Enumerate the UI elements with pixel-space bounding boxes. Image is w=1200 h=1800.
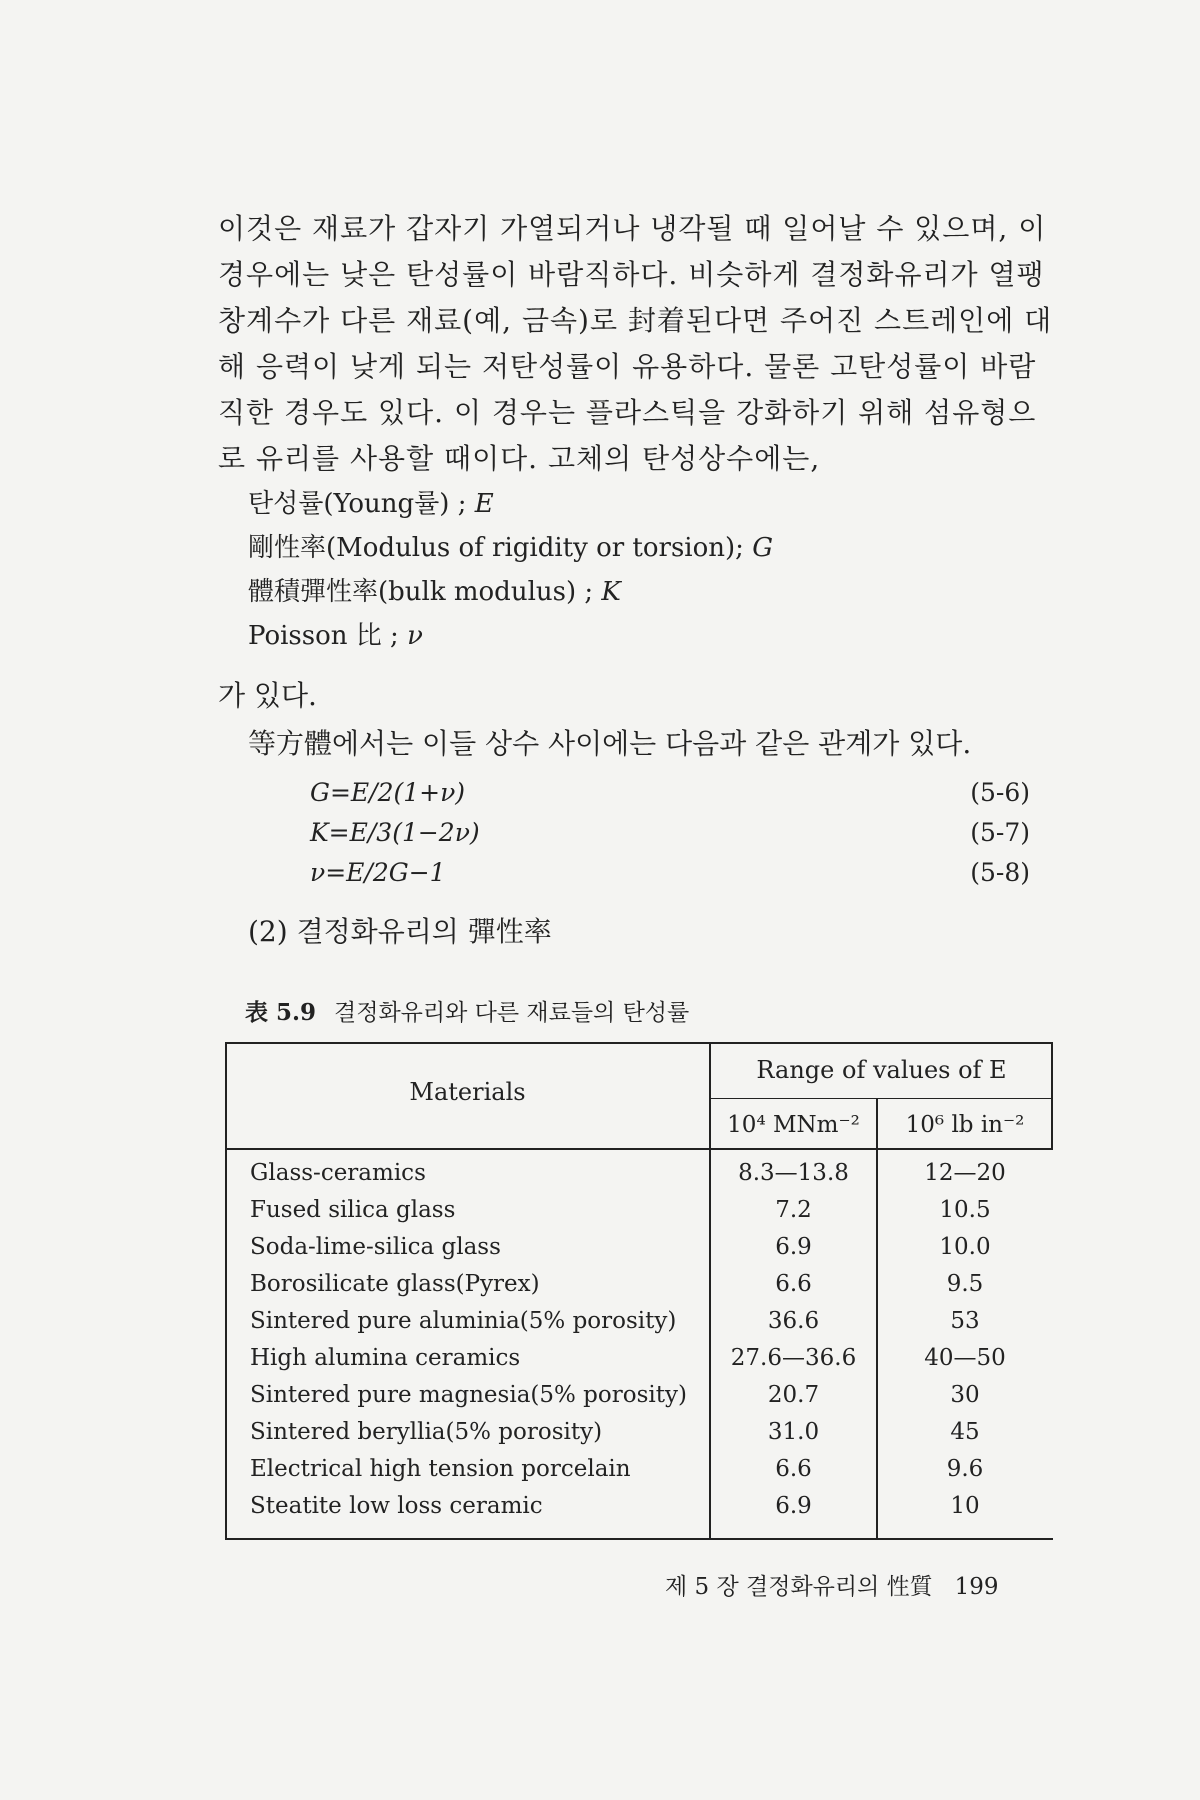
table-row: Steatite low loss ceramic 6.9 10 — [250, 1493, 980, 1519]
constant-item: Poisson 比 ; ν — [248, 621, 423, 651]
table-row: High alumina ceramics 27.6—36.6 40—50 — [250, 1345, 1006, 1371]
chapter-title: 제 5 장 결정화유리의 性質 — [665, 1574, 933, 1600]
page-footer — [665, 1568, 999, 1601]
table-header-rule — [225, 1148, 1053, 1150]
table-top-rule — [225, 1042, 1053, 1044]
constant-item: 剛性率(Modulus of rigidity or torsion); G — [248, 533, 773, 563]
paragraph-line: 해 응력이 낮게 되는 저탄성률이 유용하다. 물론 고탄성률이 바람 — [218, 350, 1037, 383]
table-row: Sintered beryllia(5% porosity) 31.0 45 — [250, 1419, 980, 1445]
section-subheading: (2) 결정화유리의 彈性率 — [248, 915, 552, 948]
page-number: 199 — [954, 1574, 999, 1600]
range-header-rule — [710, 1098, 1053, 1099]
table-row: Borosilicate glass(Pyrex) 6.6 9.5 — [250, 1271, 984, 1297]
equation: ν=E/2G−1 (5-8) — [310, 858, 1030, 887]
header-range: Range of values of E — [756, 1056, 1007, 1084]
equation-number: (5-7) — [970, 818, 1030, 847]
equation-number: (5-6) — [970, 778, 1030, 807]
constant-item: 體積彈性率(bulk modulus) ; K — [248, 577, 621, 607]
relation-intro: 等方體에서는 이들 상수 사이에는 다음과 같은 관계가 있다. — [248, 727, 972, 760]
table-caption: 表 5.9 결정화유리와 다른 재료들의 탄성률 — [245, 999, 690, 1026]
header-unit-imperial: 10⁶ lb in⁻² — [905, 1112, 1025, 1138]
table-bottom-rule — [225, 1538, 1053, 1540]
table-row: Sintered pure magnesia(5% porosity) 20.7 30 — [250, 1382, 980, 1408]
paragraph-line: 직한 경우도 있다. 이 경우는 플라스틱을 강화하기 위해 섬유형으 — [218, 396, 1037, 429]
table-row: Glass-ceramics 8.3—13.8 12—20 — [250, 1160, 1006, 1186]
equation-block — [310, 778, 1030, 898]
table-body — [225, 1156, 1053, 1526]
paragraph-line: 이것은 재료가 갑자기 가열되거나 냉각될 때 일어날 수 있으며, 이 — [218, 212, 1047, 245]
elastic-constants-list — [248, 482, 773, 658]
equation: G=E/2(1+ν) (5-6) — [310, 778, 1030, 807]
table-row: Electrical high tension porcelain 6.6 9.6 — [250, 1456, 984, 1482]
elastic-modulus-table — [225, 1042, 1053, 1540]
paragraph-line: 경우에는 낮은 탄성률이 바람직하다. 비슷하게 결정화유리가 열팽 — [218, 258, 1045, 291]
table-row: Fused silica glass 7.2 10.5 — [250, 1197, 991, 1223]
constant-item: 탄성률(Young률) ; E — [248, 489, 494, 519]
header-materials: Materials — [409, 1078, 526, 1106]
body-paragraph — [218, 206, 1053, 482]
paragraph-line: 로 유리를 사용할 때이다. 고체의 탄성상수에는, — [218, 442, 821, 475]
list-continuation: 가 있다. — [218, 679, 317, 712]
equation-number: (5-8) — [970, 858, 1030, 887]
paragraph-line: 창계수가 다른 재료(예, 금속)로 封着된다면 주어진 스트레인에 대 — [218, 304, 1053, 337]
equation: K=E/3(1−2ν) (5-7) — [310, 818, 1030, 847]
table-row: Soda-lime-silica glass 6.9 10.0 — [250, 1234, 991, 1260]
table-row: Sintered pure aluminia(5% porosity) 36.6 53 — [250, 1308, 980, 1334]
header-unit-si: 10⁴ MNm⁻² — [727, 1112, 860, 1138]
